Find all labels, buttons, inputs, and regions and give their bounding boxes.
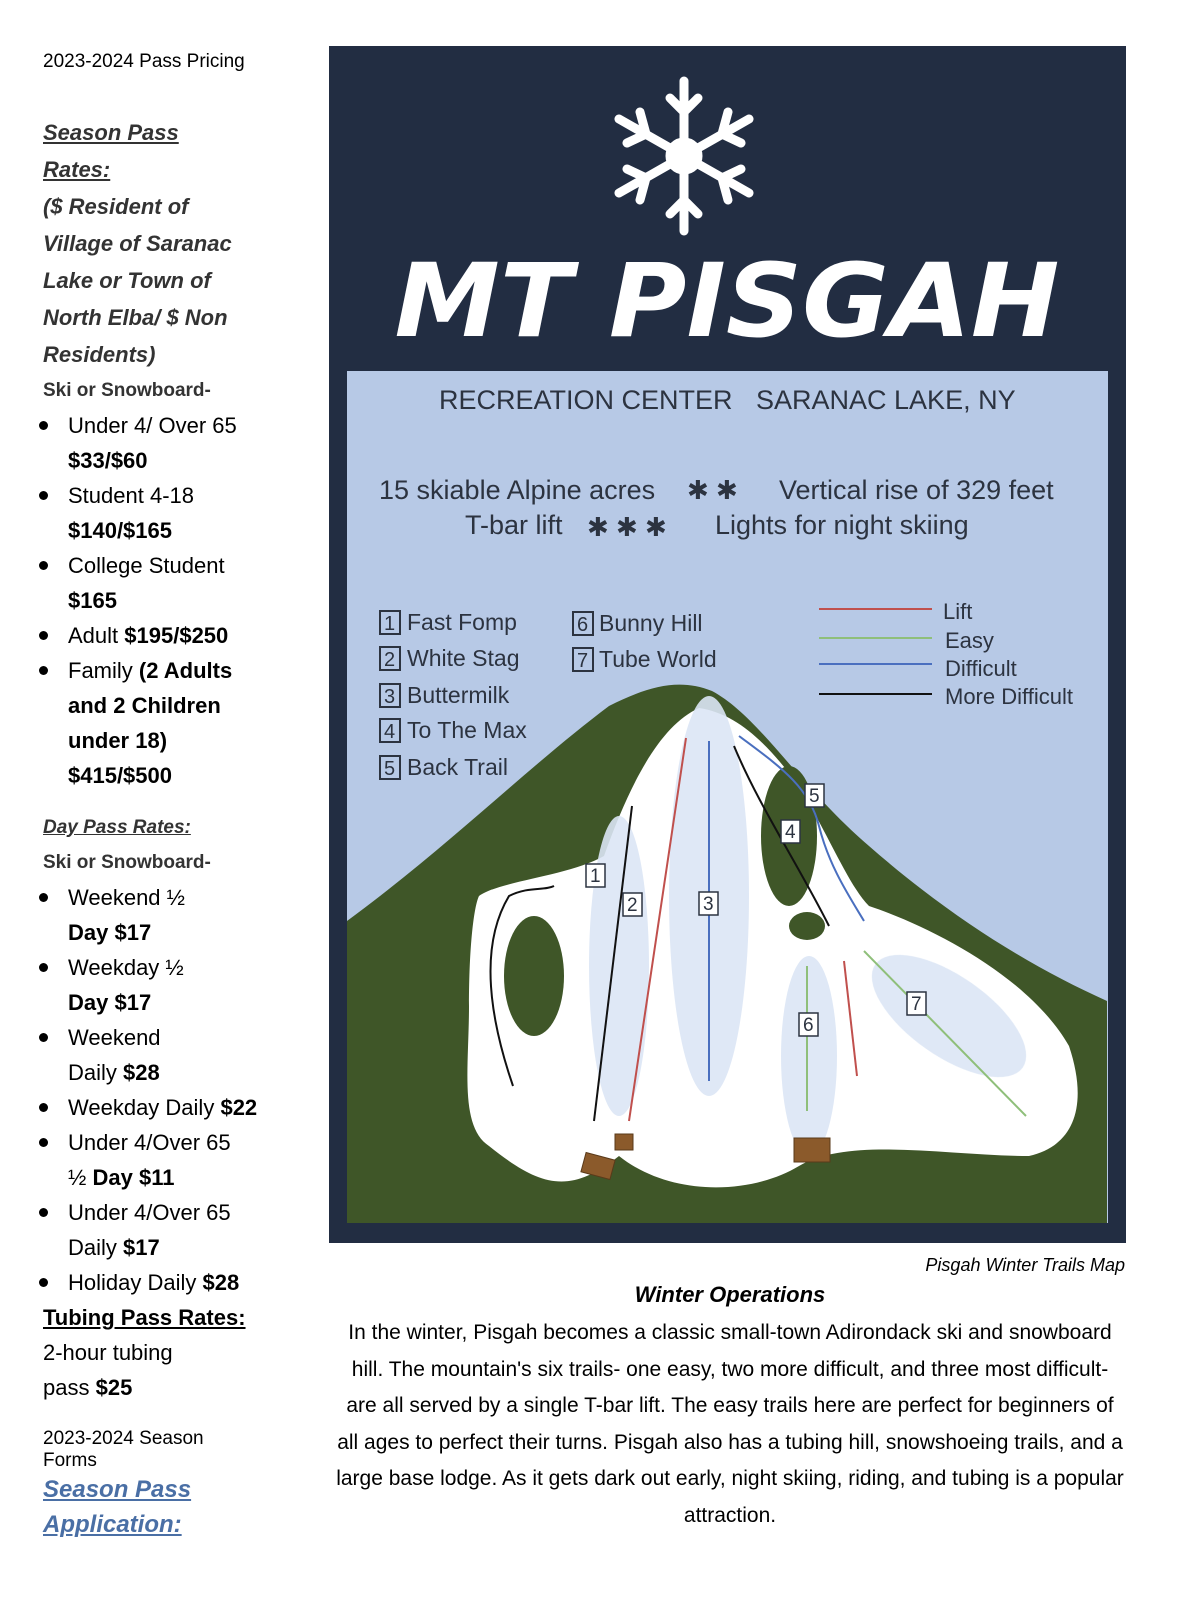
svg-text:Lift: Lift [943,599,973,624]
list-item: Family (2 Adults and 2 Children under 18) $415/$500 [43,653,253,793]
trail-name: Buttermilk [407,682,510,708]
svg-text:2: 2 [384,649,396,671]
svg-text:Easy: Easy [945,628,994,653]
trail-name: Back Trail [407,754,508,780]
list-item: Under 4/ Over 65 $33/$60 [43,408,253,478]
list-item: Weekend Daily $28 [43,1020,198,1090]
list-item: College Student $165 [43,548,253,618]
trail-name: To The Max [407,717,527,743]
trail-map [329,46,1126,1243]
svg-text:More Difficult: More Difficult [945,684,1073,709]
day-ski-label: Ski or Snowboard- [43,852,211,873]
operations-title: Winter Operations [634,1282,826,1307]
feature-lights: Lights for night skiing [715,510,969,540]
day-rates-list [43,880,278,1300]
trail-map-graphic [329,46,1126,1243]
svg-text:4: 4 [785,822,796,843]
svg-text:6: 6 [803,1015,814,1036]
operations-body: In the winter, Pisgah becomes a classic small-town Adirondack ski and snowboard hill. The mountain's six trails- one easy, two more difficult, and three most difficult- are all served by a single T-bar lift. The easy trails here are perfect for beginners of all ages to perfect their turns. Pisgah also has a tubing hill, snowshoeing trails, and a large base lodge. As it gets dark out early, night skiing, riding, and tubing is a popular attraction. [336,1321,1124,1527]
trail-name: Bunny Hill [599,610,703,636]
list-item: Student 4-18 $140/$165 [43,478,253,548]
season-pass-note: ($ Resident of Village of Saranac Lake or Town of North Elba/ $ Non Residents) [43,194,232,367]
list-item: Holiday Daily $28 [43,1265,293,1300]
tubing-rate: 2-hour tubing pass $25 [43,1340,173,1400]
feature-vertical: Vertical rise of 329 feet [779,475,1054,505]
svg-text:1: 1 [384,613,396,635]
lodge-icon [615,1134,633,1150]
list-item: Weekend ½ Day $17 [43,880,198,950]
tree-island [789,912,825,940]
day-pass-heading: Day Pass Rates: [43,817,191,838]
pricing-sidebar [43,50,313,1542]
feature-acres: 15 skiable Alpine acres [379,475,656,505]
svg-text:3: 3 [384,686,396,708]
list-item: Under 4/Over 65 Daily $17 [43,1195,268,1265]
forms-title: 2023-2024 Season Forms [43,1428,204,1471]
lodge-icon [794,1138,830,1162]
map-caption: Pisgah Winter Trails Map [925,1255,1125,1275]
season-pass-heading: Season Pass Rates: [43,120,179,182]
svg-text:7: 7 [911,994,922,1015]
svg-text:3: 3 [703,894,714,915]
list-item: Weekday Daily $22 [43,1090,293,1125]
list-item: Under 4/Over 65 ½ Day $11 [43,1125,248,1195]
season-pass-application-link[interactable]: Season Pass Application: [43,1476,192,1538]
svg-text:5: 5 [809,786,820,807]
list-item: Adult $195/$250 [43,618,253,653]
star-icon: ✱ ✱ ✱ [587,512,667,542]
list-item: Weekday ½ Day $17 [43,950,198,1020]
star-icon: ✱ ✱ [687,475,738,505]
trail-name: White Stag [407,645,520,671]
svg-text:6: 6 [577,614,589,636]
svg-text:2: 2 [627,895,638,916]
trail-name: Tube World [599,646,717,672]
tubing-heading: Tubing Pass Rates: [43,1305,246,1330]
snowflake-icon [619,81,749,231]
trail-name: Fast Fomp [407,609,517,635]
svg-text:Difficult: Difficult [945,656,1017,681]
feature-tbar: T-bar lift [465,510,563,540]
svg-text:7: 7 [577,650,589,672]
map-subtitle-left: RECREATION CENTER [439,385,733,415]
map-title: MT PISGAH [394,242,1060,361]
svg-text:5: 5 [384,758,396,780]
map-subtitle-right: SARANAC LAKE, NY [756,385,1016,415]
tree-island [504,916,564,1036]
svg-text:4: 4 [384,721,396,743]
pricing-title: 2023-2024 Pass Pricing [43,51,245,72]
svg-text:1: 1 [590,866,601,887]
season-rates-list [43,408,253,793]
season-ski-label: Ski or Snowboard- [43,380,211,401]
